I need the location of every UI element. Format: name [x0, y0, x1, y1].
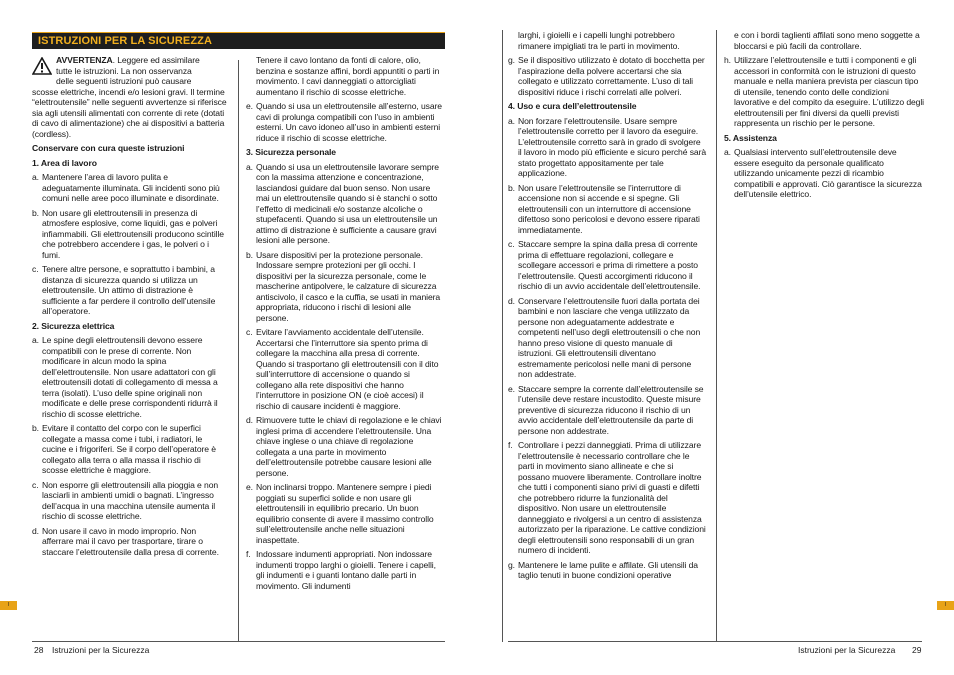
list-item: b. Non usare gli elettroutensili in presenza di atmosfere esplosive, come liquidi, gas e polveri infiammabili. Gli elettroutensili producono scintille che potrebbero accendere i gas, le polveri o i fumi.	[32, 207, 224, 260]
list-item: e. Staccare sempre la corrente dall’elettroutensile se l’utensile deve restare incustodito. Queste misure preventive di sicurezza riducono il rischio di un avvio accidentale dell’elettroutensile da parte di persone non addestrate.	[508, 383, 704, 436]
list-item-continued: Tenere il cavo lontano da fonti di calore, olio, benzina e sostanze affini, bordi appuntiti o parti in movimento. I cavi danneggiati o attorcigliati aumentano il rischio di scosse elettriche.	[256, 55, 440, 97]
list-item: e. Non inclinarsi troppo. Mantenere sempre i piedi poggiati su superfici solide e non usare gli elettroutensili in equilibrio precario. Un buon equilibrio consente di avere il massimo controllo sull’elettroutensile anche nelle situazioni inaspettate.	[246, 482, 434, 545]
list-item: b. Evitare il contatto del corpo con le superfici collegate a massa come i tubi, i radiatori, le cucine e i frigoriferi. Se il corpo dell’operatore è collegato alla terra o alla massa il rischio di scosse elettriche è maggiore.	[32, 423, 216, 475]
page-number-left: 28	[34, 645, 44, 655]
warning-line-3: delle seguenti istruzioni può causare	[56, 76, 192, 86]
column-divider	[238, 60, 239, 642]
footer-text-right: Istruzioni per la Sicurezza	[798, 645, 896, 655]
list-item: a. Le spine degli elettroutensili devono essere compatibili con le prese di corrente. Non modificare in alcun modo la spina dell’elettroutensile. Non usare adattatori con gli elettroutensili dotati di collegamento di messa a terra (isolati). L’uso delle spine originali non modificate e delle prese corrispondenti ridurrà il rischio di scosse elettriche.	[32, 335, 218, 419]
footer-rule-left	[32, 641, 445, 642]
section-3-title: 3. Sicurezza personale	[246, 147, 336, 157]
list-item: a. Mantenere l’area di lavoro pulita e adeguatamente illuminata. Gli incidenti sono più comuni nelle aree poco illuminate e disordinate.	[32, 172, 220, 203]
conserve-heading: Conservare con cura queste istruzioni	[32, 143, 185, 153]
list-item-continued: e con i bordi taglienti affilati sono meno soggette a bloccarsi e più facili da controllare.	[734, 30, 920, 51]
list-item: a. Quando si usa un elettroutensile lavorare sempre con la massima attenzione e concentrazione, lasciandosi guidare dal buon senso. Non usare mai un elettroutensile quando si è stanchi o sotto l’effetto di medicinali e/o sostanze alcoliche o stupefacenti. Quando si usa un elettroutensile un attimo di distrazione è sufficiente a causare gravi lesioni alle persone.	[246, 161, 439, 245]
list-item: b. Non usare l’elettroutensile se l’interruttore di accensione non si accende e si spegne. Gli elettroutensili con un interruttore di accensione difettoso sono pericolosi e devono essere riparati immediatamente.	[508, 182, 700, 235]
column-divider	[716, 30, 717, 642]
section-1-title: 1. Area di lavoro	[32, 157, 97, 168]
list-item-continued: larghi, i gioielli e i capelli lunghi potrebbero rimanere impigliati tra le parti in movimento.	[518, 30, 680, 51]
section-4-title: 4. Uso e cura dell’elettroutensile	[508, 101, 637, 111]
warning-block	[32, 55, 228, 139]
list-item: b. Usare dispositivi per la protezione personale. Indossare sempre protezioni per gli occhi. I dispositivi per la sicurezza personale, come le mascherine antipolvere, le calzature di sicurezza antiscivolo, il casco e la cuffia, se usati in maniera appropriata, riducono i rischi di lesioni alle persone.	[246, 249, 441, 323]
list-item: f. Controllare i pezzi danneggiati. Prima di utilizzare l’elettroutensile è necessario controllare che le parti in movimento siano allineate e che si possano muovere liberamente. Controllare inoltre che tutti i componenti siano privi di guasti e difetti che potrebbero ridurre la funzionalità del dispositivo. Non usare un elettroutensile danneggiato e rivolgersi a un centro di assistenza autorizzato per la riparazione. Le cattive condizioni degli elettroutensili sono responsabili di un gran numero di incidenti.	[508, 440, 706, 555]
list-item: f. Indossare indumenti appropriati. Non indossare indumenti troppo larghi o gioielli. Tenere i capelli, gli indumenti e i guanti lontano dalle parti in movimento. Gli indumenti	[246, 549, 436, 591]
list-item: c. Tenere altre persone, e soprattutto i bambini, a distanza di sicurezza quando si utilizza un elettroutensile. Un attimo di distrazione è sufficiente a far perdere il controllo dell’utensile all’operatore.	[32, 264, 216, 316]
warning-line-2: tutte le istruzioni. La non osservanza	[56, 65, 192, 76]
footer-rule-right	[508, 641, 922, 642]
list-item: g. Mantenere le lame pulite e affilate. Gli utensili da taglio tenuti in buone condizioni operative	[508, 559, 698, 580]
list-item: c. Non esporre gli elettroutensili alla pioggia e non lasciarli in ambienti umidi o bagnati. L’ingresso dell’acqua in una macchina utensile aumenta il rischio di scosse elettriche.	[32, 479, 219, 521]
page-number-right: 29	[912, 645, 922, 655]
section-title: ISTRUZIONI PER LA SICUREZZA	[38, 35, 213, 47]
warning-text: scosse elettriche, incendi e/o lesioni gravi. Il termine “elettroutensile” nelle seguenti avvertenze si riferisce sia agli utensili alimentati con corrente di rete (dotati di cavo di alimentazione) che ai dispositivi a batteria (cordless).	[32, 86, 227, 139]
list-item: a. Non forzare l’elettroutensile. Usare sempre l’elettroutensile corretto per il lavoro da eseguire. L’elettroutensile corretto sarà in grado di svolgere il lavoro in modo più efficiente e sicuro perché sarà stato progettato appositamente per tale applicazione.	[508, 115, 707, 178]
column-2	[246, 55, 444, 595]
list-item: g. Se il dispositivo utilizzato è dotato di bocchetta per l’aspirazione della polvere accertarsi che sia collegato e utilizzato correttamente. L’uso di tali dispositivi riduce i rischi correlati alle polveri.	[508, 55, 705, 97]
column-3	[508, 30, 706, 585]
list-item: c. Staccare sempre la spina dalla presa di corrente prima di effettuare regolazioni, collegare e scollegare accessori e prima di rimettere a posto l’elettroutensile. Questi accorgimenti riducono il rischio di un avvio accidentale dell’elettroutensile.	[508, 239, 701, 291]
column-divider	[502, 30, 503, 642]
section-header-band	[32, 32, 445, 49]
list-item: c. Evitare l’avviamento accidentale dell’utensile. Accertarsi che l’interruttore sia spento prima di collegare la macchina alla presa di corrente. Quando si trasportano gli elettroutensili con il dito sull’interruttore di accensione o quando si collegano alla rete dispositivi che hanno l’interruttore in posizione ON (e cioè accesi) il rischio di causare incidenti è maggiore.	[246, 327, 439, 411]
list-item: d. Rimuovere tutte le chiavi di regolazione e le chiavi inglesi prima di accendere l’elettroutensile. Una chiave inglese o una chiave di regolazione collegata a una parte in movimento dell’elettroutensile potrebbe causare lesioni alle persone.	[246, 415, 442, 478]
warning-triangle-icon	[32, 57, 52, 75]
language-tab-left: I	[0, 601, 17, 610]
language-tab-right: I	[937, 601, 954, 610]
warning-line-1: . Leggere ed assimilare	[112, 55, 200, 65]
section-2-title: 2. Sicurezza elettrica	[32, 320, 115, 331]
list-item: e. Quando si usa un elettroutensile all’esterno, usare cavi di prolunga compatibili con l’uso in ambienti esterni. Un cavo idoneo all’uso in ambienti esterni riduce il rischio di scosse elettriche.	[246, 101, 442, 143]
list-item: h. Utilizzare l’elettroutensile e tutti i componenti e gli accessori in conformità con le istruzioni di questo manuale e nella maniera prevista per ciascun tipo di utensile, tenendo conto delle condizioni lavorative e del compito da eseguire. L’utilizzo degli elettroutensili per fini diversi da quelli previsti rappresenta un rischio per le persone.	[724, 55, 924, 128]
footer-text-left: Istruzioni per la Sicurezza	[52, 645, 150, 655]
list-item: d. Conservare l’elettroutensile fuori dalla portata dei bambini e non lasciare che venga utilizzato da persone non adeguatamente addestrate e competenti nell’uso degli elettroutensili o che non hanno preso visione di questo manuale di istruzioni. Gli elettroutensili diventano estremamente pericolosi nelle mani di persone non addestrate.	[508, 295, 701, 379]
warning-label: AVVERTENZA	[56, 55, 113, 65]
column-4	[724, 30, 924, 204]
list-item: a. Qualsiasi intervento sull’elettroutensile deve essere eseguito da personale qualificato utilizzando unicamente pezzi di ricambio compatibili e approvati. Ciò garantisce la sicurezza dell’utensile elettrico.	[724, 147, 922, 199]
list-item: d. Non usare il cavo in modo improprio. Non afferrare mai il cavo per trasportare, tirare o staccare l’elettroutensile dalla presa di corrente.	[32, 525, 219, 557]
section-5-title: 5. Assistenza	[724, 132, 777, 143]
column-1	[32, 55, 228, 561]
